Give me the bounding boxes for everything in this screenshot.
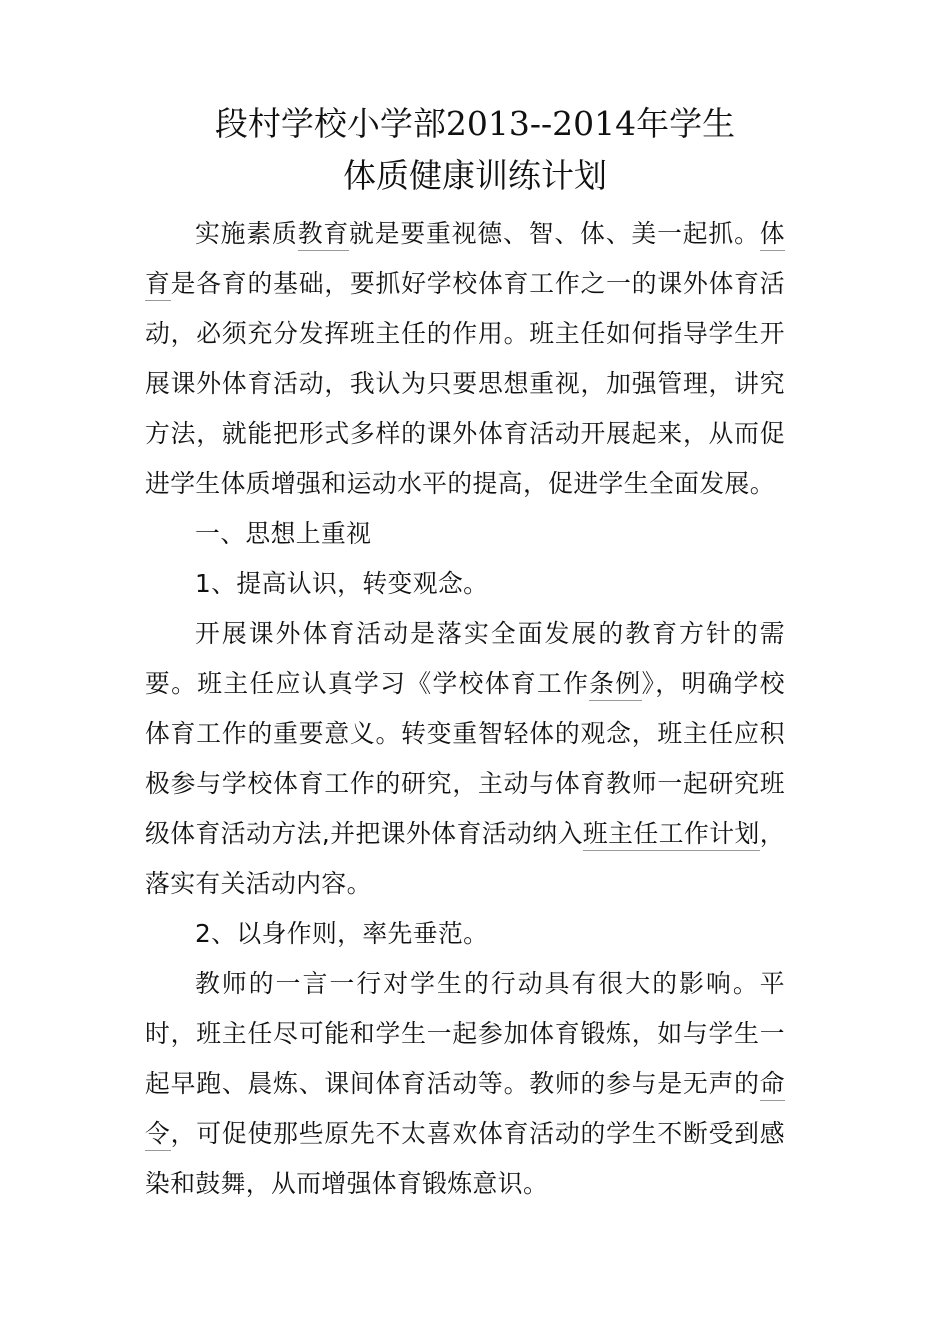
text-span: 开展课外体育活动是落实全面发展的教育方针的需要。班主任应认真学习《学校体育工作 [145,619,785,698]
paragraph-body [145,609,785,909]
text-span: ，落实有关活动内容。 [145,819,785,898]
subsection-heading: 2、以身作则，率先垂范。 [195,919,489,948]
paragraph-body [145,959,785,1209]
document-body [145,209,785,1209]
underlined-term: 体育 [145,219,785,301]
underlined-term: 条例 [589,669,641,701]
text-span: 是各育的基础，要抓好学校体育工作之一的课外体育活动，必须充分发挥班主任的作用。班主任如何指导学生开展课外体育活动，我认为只要思想重视，加强管理，讲究方法，就能把形式多样的课外体育活动开展起来，从而促进学生体质增强和运动水平的提高，促进学生全面发展。 [145,269,785,498]
text-span: ，可促使那些原先不太喜欢体育活动的学生不断受到感染和鼓舞，从而增强体育锻炼意识。 [145,1119,785,1198]
text-span: 》，明确学校体育工作的重要意义。转变重智轻体的观念，班主任应积极参与学校体育工作的研究，主动与体育教师一起研究班级体育活动方法,并把课外体育活动纳入 [145,669,785,848]
underlined-term: 命令 [145,1069,785,1151]
underlined-term: 教育 [298,219,349,251]
paragraph-intro [145,209,785,509]
text-span: 教师的一言一行对学生的行动具有很大的影响。平时，班主任尽可能和学生一起参加体育锻炼，如与学生一起早跑、晨炼、课间体育活动等。教师的参与是无声的 [145,969,785,1098]
subsection-heading: 1、提高认识，转变观念。 [195,569,489,598]
section-heading: 一、思想上重视 [195,519,372,548]
underlined-term: 班主任工作计划 [583,819,760,851]
text-span: 实施素质 [195,219,298,248]
document-title-line2: 体质健康训练计划 [343,156,607,195]
document-title-line1: 段村学校小学部2013--2014年学生 [214,104,736,143]
text-span: 就是要重视德、智、体、美一起抓。 [349,219,760,248]
